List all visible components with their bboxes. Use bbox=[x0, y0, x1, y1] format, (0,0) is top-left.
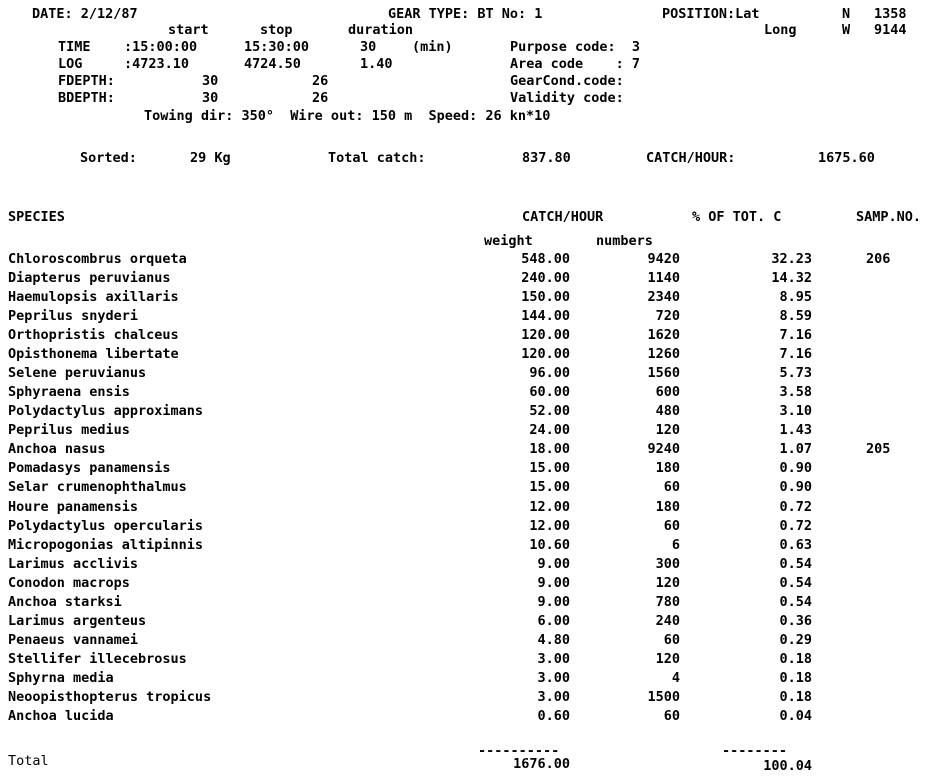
catch-numbers: 4 bbox=[671, 670, 680, 686]
catch-weight: 150.00 bbox=[521, 289, 570, 305]
catch-per-hour-label: CATCH/HOUR: bbox=[646, 150, 736, 166]
time-start: :15:00:00 bbox=[124, 39, 198, 55]
catch-weight: 10.60 bbox=[529, 537, 570, 553]
catch-weight: 548.00 bbox=[521, 251, 570, 267]
gear-condition-code: GearCond.code: bbox=[510, 73, 624, 89]
validity-code: Validity code: bbox=[510, 90, 624, 106]
species-name: Haemulopsis axillaris bbox=[8, 289, 179, 305]
species-name: Selar crumenophthalmus bbox=[8, 479, 187, 495]
time-stop: 15:30:00 bbox=[244, 39, 310, 55]
log-duration: 1.40 bbox=[360, 56, 393, 72]
pct-of-total: 3.10 bbox=[779, 403, 812, 419]
purpose-code: Purpose code: 3 bbox=[510, 39, 641, 55]
table-row bbox=[0, 710, 950, 729]
species-name: Anchoa lucida bbox=[8, 708, 114, 724]
pct-of-total: 8.59 bbox=[779, 308, 812, 324]
species-name: Conodon macrops bbox=[8, 575, 130, 591]
catch-weight: 0.60 bbox=[537, 708, 570, 724]
species-name: Neoopisthopterus tropicus bbox=[8, 689, 212, 705]
catch-numbers: 120 bbox=[655, 422, 680, 438]
area-code: Area code : 7 bbox=[510, 56, 641, 72]
catch-weight: 24.00 bbox=[529, 422, 570, 438]
catch-numbers: 720 bbox=[655, 308, 680, 324]
species-name: Diapterus peruvianus bbox=[8, 270, 171, 286]
sorted-label: Sorted: bbox=[80, 150, 137, 166]
pct-of-total: 1.43 bbox=[779, 422, 812, 438]
catch-numbers: 1260 bbox=[647, 346, 680, 362]
pct-of-total: 0.18 bbox=[779, 670, 812, 686]
catch-numbers: 60 bbox=[663, 479, 680, 495]
pct-of-total: 0.72 bbox=[779, 499, 812, 515]
catch-numbers: 2340 bbox=[647, 289, 680, 305]
sample-number-header: SAMP.NO. bbox=[856, 209, 922, 225]
species-name: Pomadasys panamensis bbox=[8, 460, 171, 476]
towing-info: Towing dir: 350° Wire out: 150 m Speed: 26 kn*10 bbox=[144, 108, 551, 124]
gear-type-field: GEAR TYPE: BT No: 1 bbox=[388, 6, 543, 22]
pct-of-total: 0.04 bbox=[779, 708, 812, 724]
catch-numbers: 9240 bbox=[647, 441, 680, 457]
bdepth-start: 30 bbox=[202, 90, 219, 106]
pct-of-total: 0.36 bbox=[779, 613, 812, 629]
catch-numbers: 60 bbox=[663, 518, 680, 534]
pct-total-header: % OF TOT. C bbox=[692, 209, 782, 225]
catch-numbers: 480 bbox=[655, 403, 680, 419]
total-catch-label: Total catch: bbox=[328, 150, 426, 166]
catch-numbers: 60 bbox=[663, 632, 680, 648]
col-duration-label: duration bbox=[348, 22, 414, 38]
species-name: Penaeus vannamei bbox=[8, 632, 139, 648]
catch-weight: 9.00 bbox=[537, 556, 570, 572]
species-name: Sphyraena ensis bbox=[8, 384, 130, 400]
species-name: Larimus argenteus bbox=[8, 613, 147, 629]
pct-of-total: 3.58 bbox=[779, 384, 812, 400]
sample-number: 205 bbox=[866, 441, 891, 457]
pct-of-total: 5.73 bbox=[779, 365, 812, 381]
sample-number: 206 bbox=[866, 251, 891, 267]
total-label: Total bbox=[8, 753, 49, 769]
bdepth-label: BDEPTH: bbox=[58, 90, 115, 106]
species-name: Larimus acclivis bbox=[8, 556, 139, 572]
pct-of-total: 8.95 bbox=[779, 289, 812, 305]
catch-weight: 60.00 bbox=[529, 384, 570, 400]
catch-numbers: 120 bbox=[655, 575, 680, 591]
species-name: Orthopristis chalceus bbox=[8, 327, 179, 343]
pct-of-total: 0.54 bbox=[779, 556, 812, 572]
catch-weight: 9.00 bbox=[537, 594, 570, 610]
long-value: 9144 bbox=[874, 22, 907, 38]
species-name: Selene peruvianus bbox=[8, 365, 147, 381]
catch-numbers: 600 bbox=[655, 384, 680, 400]
species-name: Anchoa starksi bbox=[8, 594, 122, 610]
species-name: Chloroscombrus orqueta bbox=[8, 251, 187, 267]
log-stop: 4724.50 bbox=[244, 56, 301, 72]
catch-weight: 3.00 bbox=[537, 670, 570, 686]
table-row bbox=[0, 481, 950, 500]
species-header: SPECIES bbox=[8, 209, 65, 225]
bdepth-stop: 26 bbox=[312, 90, 329, 106]
catch-weight: 15.00 bbox=[529, 460, 570, 476]
position-label: POSITION:Lat bbox=[662, 6, 760, 22]
species-name: Stellifer illecebrosus bbox=[8, 651, 187, 667]
catch-numbers: 6 bbox=[671, 537, 680, 553]
catch-numbers: 1620 bbox=[647, 327, 680, 343]
pct-of-total: 0.72 bbox=[779, 518, 812, 534]
catch-weight: 3.00 bbox=[537, 651, 570, 667]
catch-weight: 9.00 bbox=[537, 575, 570, 591]
pct-of-total: 7.16 bbox=[779, 327, 812, 343]
log-start: :4723.10 bbox=[124, 56, 190, 72]
catch-numbers: 1500 bbox=[647, 689, 680, 705]
catch-weight: 12.00 bbox=[529, 499, 570, 515]
catch-hour-header: CATCH/HOUR bbox=[522, 209, 604, 225]
species-name: Polydactylus opercularis bbox=[8, 518, 204, 534]
species-name: Anchoa nasus bbox=[8, 441, 106, 457]
catch-weight: 240.00 bbox=[521, 270, 570, 286]
time-duration: 30 bbox=[360, 39, 377, 55]
species-name: Micropogonias altipinnis bbox=[8, 537, 204, 553]
long-label: Long bbox=[764, 22, 797, 38]
catch-numbers: 9420 bbox=[647, 251, 680, 267]
numbers-header: numbers bbox=[596, 233, 653, 249]
total-pct: 100.04 bbox=[763, 758, 812, 774]
catch-weight: 120.00 bbox=[521, 327, 570, 343]
time-unit: (min) bbox=[412, 39, 453, 55]
pct-of-total: 32.23 bbox=[771, 251, 812, 267]
catch-weight: 4.80 bbox=[537, 632, 570, 648]
pct-of-total: 7.16 bbox=[779, 346, 812, 362]
col-stop-label: stop bbox=[260, 22, 293, 38]
species-name: Peprilus snyderi bbox=[8, 308, 139, 324]
catch-weight: 96.00 bbox=[529, 365, 570, 381]
catch-weight: 120.00 bbox=[521, 346, 570, 362]
catch-numbers: 180 bbox=[655, 499, 680, 515]
catch-numbers: 60 bbox=[663, 708, 680, 724]
pct-of-total: 0.18 bbox=[779, 651, 812, 667]
date-field: DATE: 2/12/87 bbox=[32, 6, 138, 22]
species-name: Peprilus medius bbox=[8, 422, 130, 438]
species-name: Houre panamensis bbox=[8, 499, 139, 515]
pct-of-total: 0.29 bbox=[779, 632, 812, 648]
catch-numbers: 240 bbox=[655, 613, 680, 629]
catch-weight: 3.00 bbox=[537, 689, 570, 705]
weight-total-rule: ---------- bbox=[478, 743, 560, 759]
species-name: Sphyrna media bbox=[8, 670, 114, 686]
pct-of-total: 0.90 bbox=[779, 460, 812, 476]
total-weight: 1676.00 bbox=[513, 756, 570, 772]
species-name: Opisthonema libertate bbox=[8, 346, 179, 362]
catch-numbers: 300 bbox=[655, 556, 680, 572]
pct-of-total: 0.63 bbox=[779, 537, 812, 553]
catch-numbers: 1140 bbox=[647, 270, 680, 286]
fdepth-stop: 26 bbox=[312, 73, 329, 89]
pct-of-total: 1.07 bbox=[779, 441, 812, 457]
col-start-label: start bbox=[168, 22, 209, 38]
catch-weight: 12.00 bbox=[529, 518, 570, 534]
catch-weight: 144.00 bbox=[521, 308, 570, 324]
pct-of-total: 0.90 bbox=[779, 479, 812, 495]
catch-numbers: 1560 bbox=[647, 365, 680, 381]
catch-weight: 52.00 bbox=[529, 403, 570, 419]
weight-header: weight bbox=[484, 233, 533, 249]
catch-weight: 15.00 bbox=[529, 479, 570, 495]
catch-weight: 6.00 bbox=[537, 613, 570, 629]
catch-per-hour-value: 1675.60 bbox=[818, 150, 875, 166]
long-hemisphere: W bbox=[842, 22, 851, 38]
lat-value: 1358 bbox=[874, 6, 907, 22]
total-catch-value: 837.80 bbox=[522, 150, 571, 166]
fdepth-start: 30 bbox=[202, 73, 219, 89]
pct-of-total: 0.54 bbox=[779, 594, 812, 610]
catch-weight: 18.00 bbox=[529, 441, 570, 457]
catch-numbers: 180 bbox=[655, 460, 680, 476]
log-label: LOG bbox=[58, 56, 83, 72]
catch-numbers: 120 bbox=[655, 651, 680, 667]
catch-numbers: 780 bbox=[655, 594, 680, 610]
pct-total-rule: -------- bbox=[722, 743, 788, 759]
sorted-value: 29 Kg bbox=[190, 150, 231, 166]
species-name: Polydactylus approximans bbox=[8, 403, 204, 419]
lat-hemisphere: N bbox=[842, 6, 851, 22]
pct-of-total: 0.54 bbox=[779, 575, 812, 591]
time-label: TIME bbox=[58, 39, 91, 55]
fdepth-label: FDEPTH: bbox=[58, 73, 115, 89]
pct-of-total: 0.18 bbox=[779, 689, 812, 705]
pct-of-total: 14.32 bbox=[771, 270, 812, 286]
